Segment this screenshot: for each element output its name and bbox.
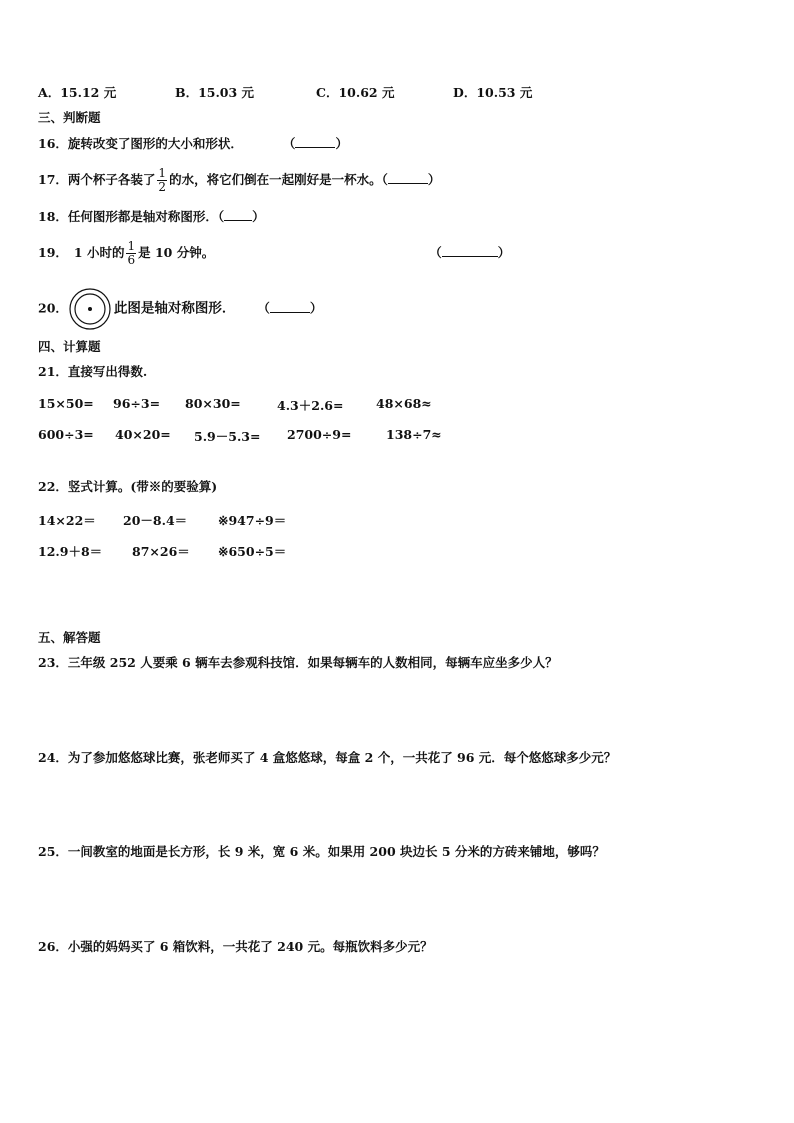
question-19-post: 是 10 分钟。: [138, 245, 215, 260]
calc-item: 5.9－5.3=: [194, 429, 261, 444]
question-21-title: 21．直接写出得数.: [38, 364, 148, 379]
answer-blank-20[interactable]: [270, 300, 310, 313]
section-solve-heading: 五、解答题: [38, 630, 101, 645]
calc-item: 48×68≈: [376, 396, 432, 411]
question-16-close: ）: [335, 136, 348, 151]
calc-item: 2700÷9=: [287, 427, 352, 442]
vertical-calc-item: 20－8.4＝: [123, 513, 188, 528]
question-17: [38, 165, 440, 195]
fraction-denominator: 2: [158, 180, 167, 194]
answer-blank-18[interactable]: [224, 208, 252, 221]
question-24: 24．为了参加悠悠球比赛，张老师买了 4 盒悠悠球，每盒 2 个，一共花了 96 元．每个悠悠球多少元？: [38, 750, 617, 765]
question-20: [38, 287, 322, 331]
fraction-numerator: 1: [158, 166, 167, 180]
calc-item: 4.3＋2.6=: [277, 398, 344, 413]
choice-c: C．10.62 元: [316, 85, 395, 100]
question-19: [38, 238, 510, 268]
question-22-title: 22．竖式计算。(带※的要验算): [38, 479, 218, 494]
vertical-calc-item: ※947÷9＝: [218, 513, 287, 528]
question-18-close: ）: [252, 209, 265, 224]
fraction-numerator: 1: [127, 239, 136, 253]
question-16-number: 16．: [38, 136, 68, 151]
concentric-circles-figure: [68, 287, 112, 331]
question-18-number: 18．: [38, 209, 68, 224]
calc-item: 40×20=: [115, 427, 171, 442]
question-20-number: 20．: [38, 300, 68, 316]
question-26: 26．小强的妈妈买了 6 箱饮料，一共花了 240 元。每瓶饮料多少元？: [38, 939, 433, 954]
question-23: 23．三年级 252 人要乘 6 辆车去参观科技馆．如果每辆车的人数相同，每辆车应坐多少人？: [38, 655, 558, 670]
choice-a: A．15.12 元: [38, 85, 117, 100]
question-17-close: ）: [427, 172, 441, 187]
answer-blank-16[interactable]: [295, 135, 335, 148]
calc-item: 600÷3=: [38, 427, 94, 442]
vertical-calc-item: 12.9＋8＝: [38, 544, 103, 559]
choice-b: B．15.03 元: [175, 85, 255, 100]
question-20-close: ）: [309, 300, 323, 316]
answer-blank-19[interactable]: [442, 244, 498, 257]
question-19-close: ）: [497, 245, 511, 260]
question-19-number: 19．: [38, 245, 68, 260]
question-16-open: （: [282, 136, 296, 151]
question-20-text: 此图是轴对称图形．: [113, 300, 236, 317]
question-17-post: 的水，将它们倒在一起刚好是一杯水。（: [169, 172, 388, 187]
fraction-one-sixth: [126, 240, 136, 267]
vertical-calc-item: ※650÷5＝: [218, 544, 287, 559]
answer-blank-17[interactable]: [388, 171, 428, 184]
question-16-text: 旋转改变了图形的大小和形状．: [67, 136, 243, 151]
section-calc-heading: 四、计算题: [38, 339, 101, 354]
fraction-one-half: [157, 167, 167, 194]
calc-item: 138÷7≈: [386, 427, 442, 442]
question-19-open: （: [429, 245, 442, 260]
question-19-pre: 1 小时的: [73, 245, 125, 260]
question-16: [38, 135, 348, 152]
vertical-calc-item: 14×22＝: [38, 513, 96, 528]
section-judge-heading: 三、判断题: [38, 110, 101, 125]
question-25: 25．一间教室的地面是长方形，长 9 米，宽 6 米。如果用 200 块边长 5 分米的方砖来铺地，够吗？: [38, 844, 605, 859]
question-18-text: 任何图形都是轴对称图形．（: [67, 209, 225, 224]
question-17-pre: 两个杯子各装了: [67, 172, 156, 187]
question-17-number: 17．: [38, 172, 68, 187]
calc-item: 96÷3=: [113, 396, 161, 411]
choice-d: D．10.53 元: [453, 85, 533, 100]
question-18: [38, 208, 265, 225]
calc-item: 15×50=: [38, 396, 94, 411]
question-20-open: （: [257, 300, 270, 316]
calc-item: 80×30=: [185, 396, 241, 411]
fraction-denominator: 6: [127, 253, 136, 267]
vertical-calc-item: 87×26＝: [132, 544, 190, 559]
